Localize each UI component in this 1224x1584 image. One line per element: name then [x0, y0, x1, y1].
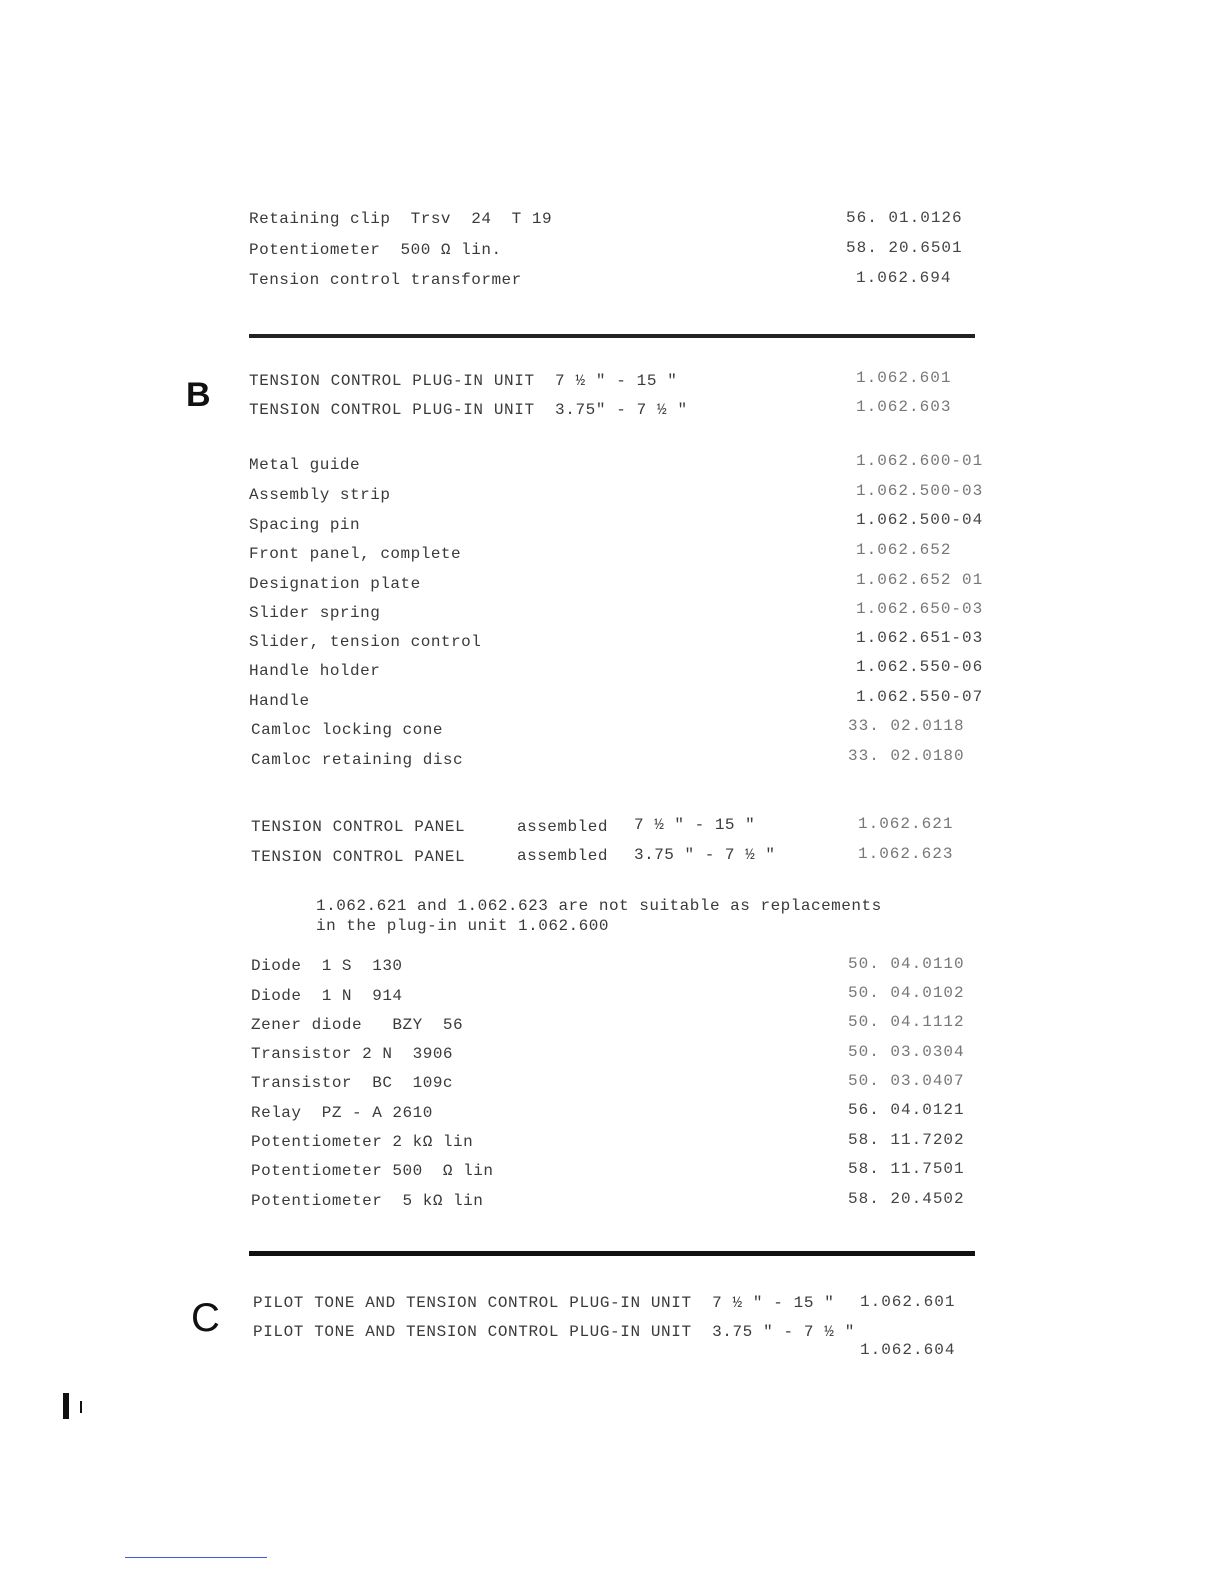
part-number: 1.062.623	[858, 845, 954, 863]
panel-state: assembled	[517, 818, 608, 836]
component-name: Transistor BC 109c	[251, 1074, 454, 1092]
component-name: Diode 1 N 914	[251, 987, 403, 1005]
part-number: 1.062.603	[856, 398, 952, 416]
component-name: Potentiometer 5 kΩ lin	[251, 1192, 484, 1210]
part-name: Camloc locking cone	[251, 721, 443, 739]
replacement-note-line: in the plug-in unit 1.062.600	[316, 917, 609, 935]
part-number: 1.062.621	[858, 815, 954, 833]
panel-speed: 3.75 " - 7 ½ "	[634, 846, 776, 864]
part-name: Potentiometer 500 Ω lin.	[249, 241, 502, 259]
part-name: Slider spring	[249, 604, 381, 622]
section-divider	[249, 334, 975, 338]
component-name: Transistor 2 N 3906	[251, 1045, 454, 1063]
part-number: 1.062.651-03	[856, 629, 984, 647]
part-name: Tension control transformer	[249, 271, 522, 289]
part-number: 50. 03.0304	[848, 1043, 965, 1061]
part-number: 1.062.600-01	[856, 452, 984, 470]
unit-heading: TENSION CONTROL PLUG-IN UNIT 7 ½ " - 15 "	[249, 372, 678, 390]
panel-state: assembled	[517, 847, 608, 865]
part-number: 1.062.500-04	[856, 511, 984, 529]
part-number: 33. 02.0180	[848, 747, 965, 765]
part-name: Camloc retaining disc	[251, 751, 464, 769]
section-marker-c: C	[191, 1296, 220, 1340]
footer-line	[125, 1557, 267, 1558]
part-number: 56. 01.0126	[846, 209, 963, 227]
part-number: 1.062.550-06	[856, 658, 984, 676]
part-number: 1.062.650-03	[856, 600, 984, 618]
panel-speed: 7 ½ " - 15 "	[634, 816, 756, 834]
unit-heading: PILOT TONE AND TENSION CONTROL PLUG-IN UNIT 3.75 " - 7 ½ "	[253, 1323, 855, 1341]
part-name: Designation plate	[249, 575, 421, 593]
part-number: 58. 20.6501	[846, 239, 963, 257]
section-divider	[249, 1251, 975, 1256]
part-number: 1.062.601	[860, 1293, 956, 1311]
section-marker-b: B	[186, 376, 211, 414]
part-number: 50. 03.0407	[848, 1072, 965, 1090]
part-name: Front panel, complete	[249, 545, 462, 563]
panel-heading: TENSION CONTROL PANEL	[251, 848, 466, 866]
part-name: Slider, tension control	[249, 633, 482, 651]
part-number: 33. 02.0118	[848, 717, 965, 735]
part-number: 1.062.601	[856, 369, 952, 387]
part-number: 1.062.652	[856, 541, 952, 559]
part-name: Retaining clip Trsv 24 T 19	[249, 210, 553, 228]
part-number: 58. 11.7202	[848, 1131, 965, 1149]
part-name: Handle	[249, 692, 310, 710]
part-number: 1.062.550-07	[856, 688, 984, 706]
part-name: Handle holder	[249, 662, 381, 680]
part-number: 1.062.694	[856, 269, 952, 287]
binding-mark	[63, 1393, 69, 1419]
part-number: 50. 04.0102	[848, 984, 965, 1002]
unit-heading: TENSION CONTROL PLUG-IN UNIT 3.75" - 7 ½ "	[249, 401, 688, 419]
part-name: Spacing pin	[249, 516, 361, 534]
part-name: Assembly strip	[249, 486, 391, 504]
replacement-note-line: 1.062.621 and 1.062.623 are not suitable as replacements	[316, 897, 882, 915]
part-name: Metal guide	[249, 456, 361, 474]
part-number: 1.062.500-03	[856, 482, 984, 500]
panel-heading: TENSION CONTROL PANEL	[251, 818, 466, 836]
binding-mark	[80, 1401, 82, 1413]
component-name: Diode 1 S 130	[251, 957, 403, 975]
component-name: Potentiometer 2 kΩ lin	[251, 1133, 474, 1151]
unit-heading: PILOT TONE AND TENSION CONTROL PLUG-IN UNIT 7 ½ " - 15 "	[253, 1294, 835, 1312]
part-number: 56. 04.0121	[848, 1101, 965, 1119]
component-name: Relay PZ - A 2610	[251, 1104, 433, 1122]
part-number: 58. 20.4502	[848, 1190, 965, 1208]
part-number: 50. 04.1112	[848, 1013, 965, 1031]
part-number: 1.062.604	[860, 1341, 956, 1359]
component-name: Zener diode BZY 56	[251, 1016, 464, 1034]
component-name: Potentiometer 500 Ω lin	[251, 1162, 494, 1180]
part-number: 58. 11.7501	[848, 1160, 965, 1178]
part-number: 1.062.652 01	[856, 571, 984, 589]
part-number: 50. 04.0110	[848, 955, 965, 973]
